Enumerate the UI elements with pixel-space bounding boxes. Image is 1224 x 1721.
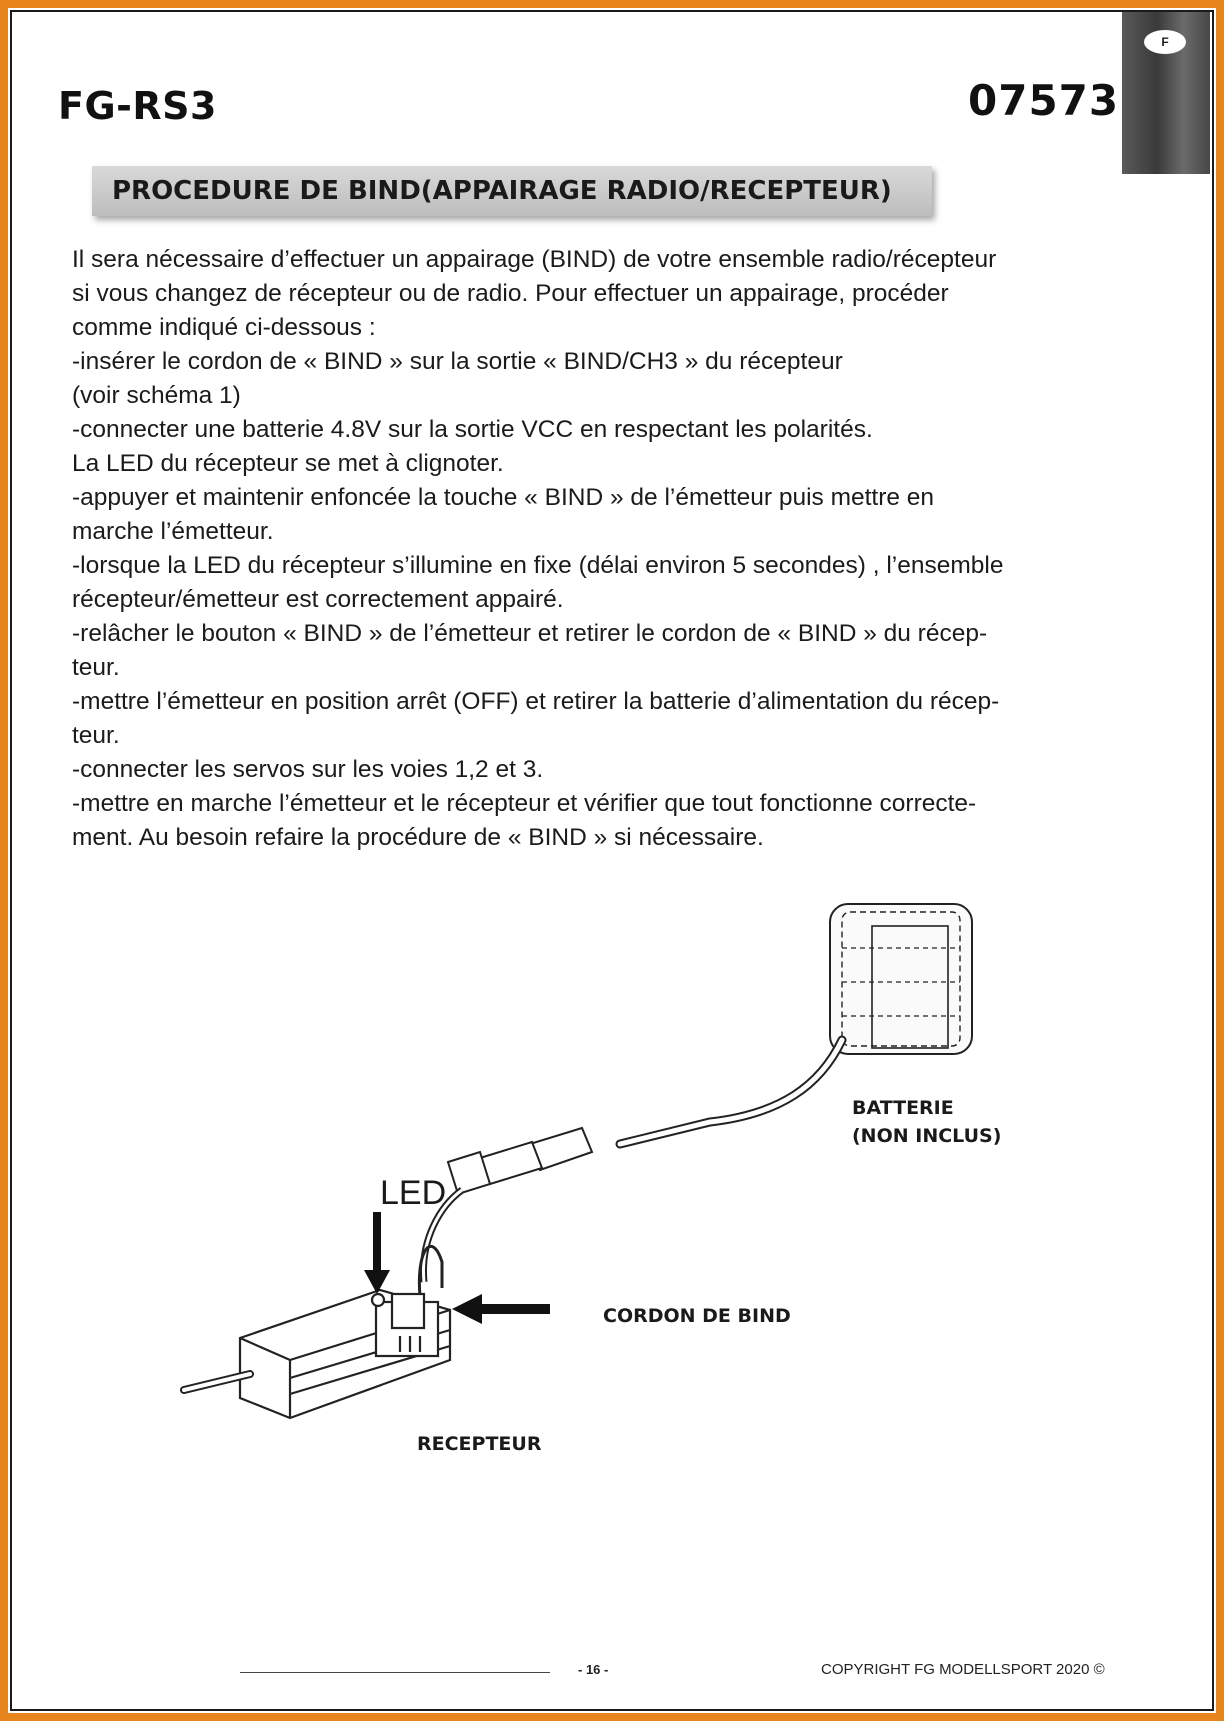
battery-label-line: BATTERIE (852, 1097, 954, 1119)
text-line: -appuyer et maintenir enfoncée la touche « BIND » de l’émetteur puis mettre en (72, 484, 935, 511)
receiver-icon (240, 1290, 450, 1418)
receiver-label: RECEPTEUR (417, 1433, 542, 1455)
battery-pack-icon (830, 904, 972, 1054)
text-line: La LED du récepteur se met à clignoter. (72, 450, 504, 477)
page-number: - 16 - (578, 1662, 609, 1677)
language-badge: F (1144, 30, 1186, 54)
text-line: Il sera nécessaire d’effectuer un appairage (BIND) de votre ensemble radio/récepteur (72, 246, 997, 273)
language-tab (1122, 12, 1210, 174)
led-arrow-icon (364, 1212, 390, 1294)
instructions-text (72, 243, 1147, 855)
text-line: teur. (72, 654, 120, 681)
text-line: comme indiqué ci-dessous : (72, 314, 376, 341)
text-line: -mettre l’émetteur en position arrêt (OFF) et retirer la batterie d’alimentation du récep- (72, 688, 1000, 715)
text-line: -relâcher le bouton « BIND » de l’émetteur et retirer le cordon de « BIND » du récep- (72, 620, 988, 647)
text-line: si vous changez de récepteur ou de radio. Pour effectuer un appairage, procéder (72, 280, 949, 307)
text-line: récepteur/émetteur est correctement appairé. (72, 586, 564, 613)
text-line: ment. Au besoin refaire la procédure de « BIND » si nécessaire. (72, 824, 764, 851)
bind-cord-arrow-icon (452, 1294, 550, 1324)
text-line: teur. (72, 722, 120, 749)
text-line: -connecter une batterie 4.8V sur la sortie VCC en respectant les polarités. (72, 416, 873, 443)
text-line: -mettre en marche l’émetteur et le récepteur et vérifier que tout fonctionne correcte- (72, 790, 977, 817)
bind-cord-label: CORDON DE BIND (603, 1305, 791, 1327)
footer-divider (240, 1672, 550, 1673)
battery-connector-icon (448, 1128, 592, 1194)
reference-number: 07573 (968, 76, 1120, 125)
model-name: FG-RS3 (58, 84, 217, 128)
battery-label-line: (NON INCLUS) (852, 1125, 1002, 1147)
led-label: LED (380, 1174, 447, 1212)
bind-wiring-diagram (180, 890, 1000, 1470)
section-title: PROCEDURE DE BIND(APPAIRAGE RADIO/RECEPTEUR) (92, 166, 932, 216)
copyright-notice: COPYRIGHT FG MODELLSPORT 2020 © (821, 1661, 1105, 1678)
battery-cable (620, 1040, 842, 1144)
text-line: -lorsque la LED du récepteur s’illumine en fixe (délai environ 5 secondes) , l’ensemble (72, 552, 1004, 579)
text-line: marche l’émetteur. (72, 518, 274, 545)
text-line: (voir schéma 1) (72, 382, 241, 409)
battery-label (852, 1094, 1001, 1150)
text-line: -connecter les servos sur les voies 1,2 et 3. (72, 756, 544, 783)
text-line: -insérer le cordon de « BIND » sur la sortie « BIND/CH3 » du récepteur (72, 348, 843, 375)
